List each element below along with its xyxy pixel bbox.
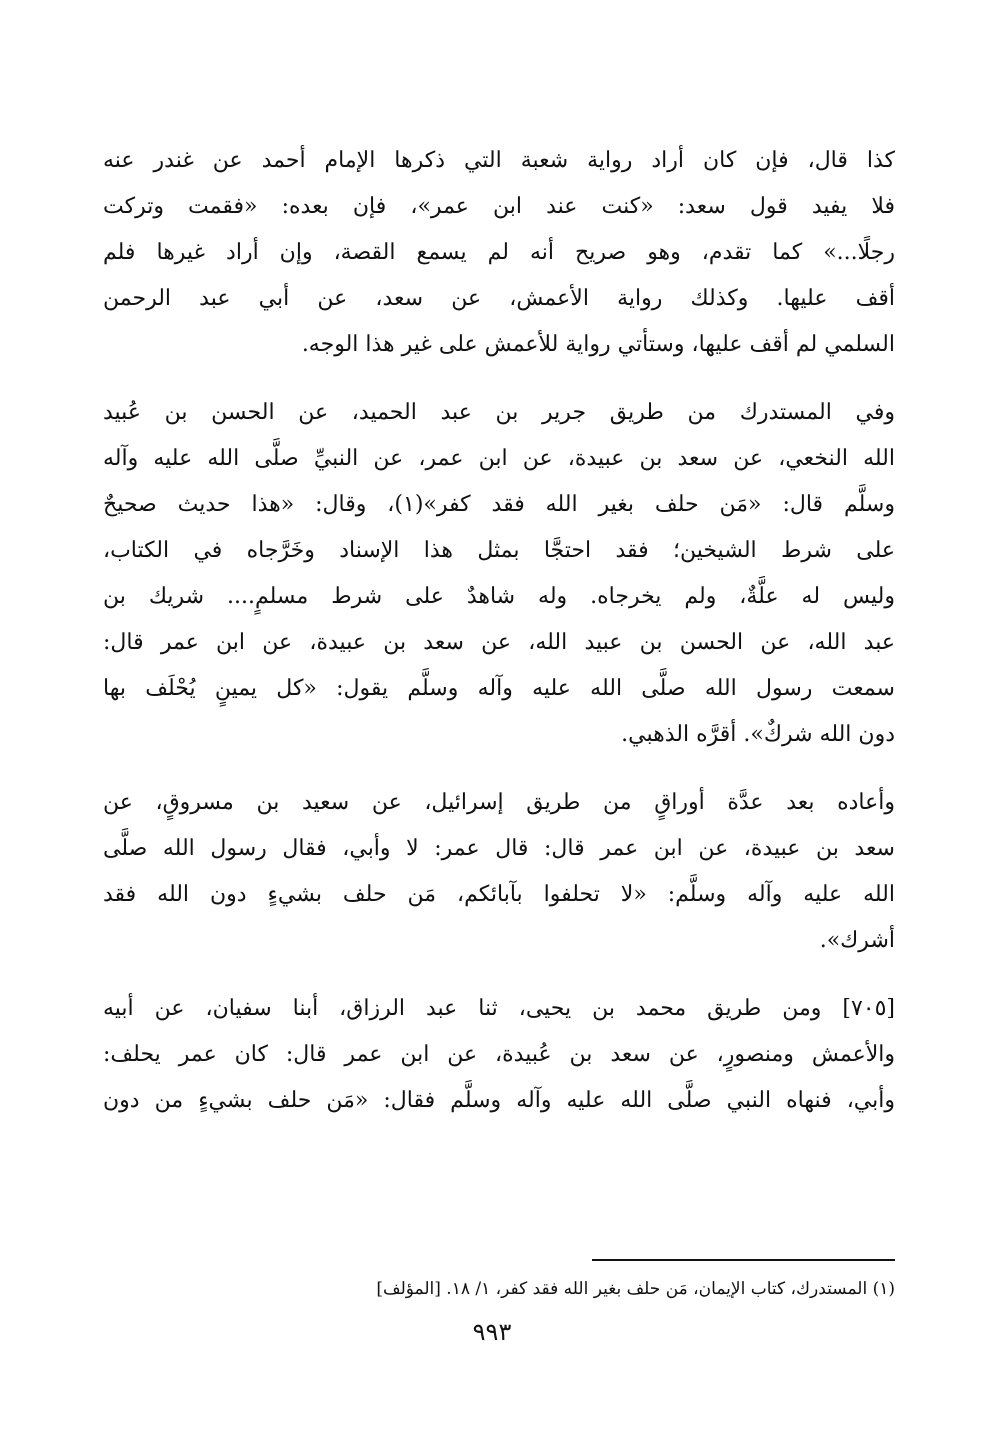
paragraph-4 bbox=[103, 986, 895, 1124]
footnote: (١) المستدرك، كتاب الإيمان، مَن حلف بغير الله فقد كفر، ١/ ١٨. [المؤلف] bbox=[376, 1279, 895, 1299]
text-line: رجلًا...» كما تقدم، وهو صريح أنه لم يسمع القصة، وإن أراد غيرها فلم bbox=[103, 240, 895, 265]
text-line: [٧٠٥] ومن طريق محمد بن يحيى، ثنا عبد الرزاق، أبنا سفيان، عن أبيه bbox=[103, 996, 895, 1021]
text-line: فلا يفيد قول سعد: «كنت عند ابن عمر»، فإن بعده: «فقمت وتركت bbox=[103, 194, 895, 219]
text-line: السلمي لم أقف عليها، وستأتي رواية للأعمش على غير هذا الوجه. bbox=[301, 332, 895, 357]
text-line: وسلَّم قال: «مَن حلف بغير الله فقد كفر»(١)، وقال: «هذا حديث صحيحٌ bbox=[103, 492, 895, 517]
text-line: كذا قال، فإن كان أراد رواية شعبة التي ذكرها الإمام أحمد عن غندر عنه bbox=[103, 148, 895, 173]
page-number: ٩٩٣ bbox=[472, 1318, 512, 1346]
text-line: وأبي، فنهاه النبي صلَّى الله عليه وآله وسلَّم فقال: «مَن حلف بشيءٍ من دون bbox=[103, 1088, 895, 1113]
text-line: وفي المستدرك من طريق جرير بن عبد الحميد، عن الحسن بن عُبيد bbox=[103, 400, 895, 425]
text-line: وليس له علَّةٌ، ولم يخرجاه. وله شاهدٌ على شرط مسلمٍ.... شريك بن bbox=[103, 584, 895, 609]
main-text bbox=[103, 138, 895, 1146]
text-line: على شرط الشيخين؛ فقد احتجَّا بمثل هذا الإسناد وخَرَّجاه في الكتاب، bbox=[103, 538, 895, 563]
text-line: دون الله شركٌ». أقرَّه الذهبي. bbox=[621, 722, 895, 747]
footnote-divider bbox=[592, 1259, 895, 1261]
text-line: أقف عليها. وكذلك رواية الأعمش، عن سعد، عن أبي عبد الرحمن bbox=[103, 286, 895, 311]
text-line: الله النخعي، عن سعد بن عبيدة، عن ابن عمر، عن النبيِّ صلَّى الله عليه وآله bbox=[103, 446, 895, 471]
text-line: سعد بن عبيدة، عن ابن عمر قال: قال عمر: لا وأبي، فقال رسول الله صلَّى bbox=[103, 836, 895, 861]
text-line: الله عليه وآله وسلَّم: «لا تحلفوا بآبائكم، مَن حلف بشيءٍ دون الله فقد bbox=[103, 882, 895, 907]
text-line: سمعت رسول الله صلَّى الله عليه وآله وسلَّم يقول: «كل يمينٍ يُحْلَف بها bbox=[103, 676, 895, 701]
text-line: عبد الله، عن الحسن بن عبيد الله، عن سعد بن عبيدة، عن ابن عمر قال: bbox=[103, 630, 895, 655]
paragraph-2 bbox=[103, 390, 895, 758]
paragraph-3 bbox=[103, 780, 895, 964]
text-line: والأعمش ومنصورٍ، عن سعد بن عُبيدة، عن ابن عمر قال: كان عمر يحلف: bbox=[103, 1042, 895, 1067]
text-line: أشرك». bbox=[819, 928, 895, 953]
text-line: وأعاده بعد عدَّة أوراقٍ من طريق إسرائيل، عن سعيد بن مسروقٍ، عن bbox=[103, 790, 895, 815]
paragraph-1 bbox=[103, 138, 895, 368]
